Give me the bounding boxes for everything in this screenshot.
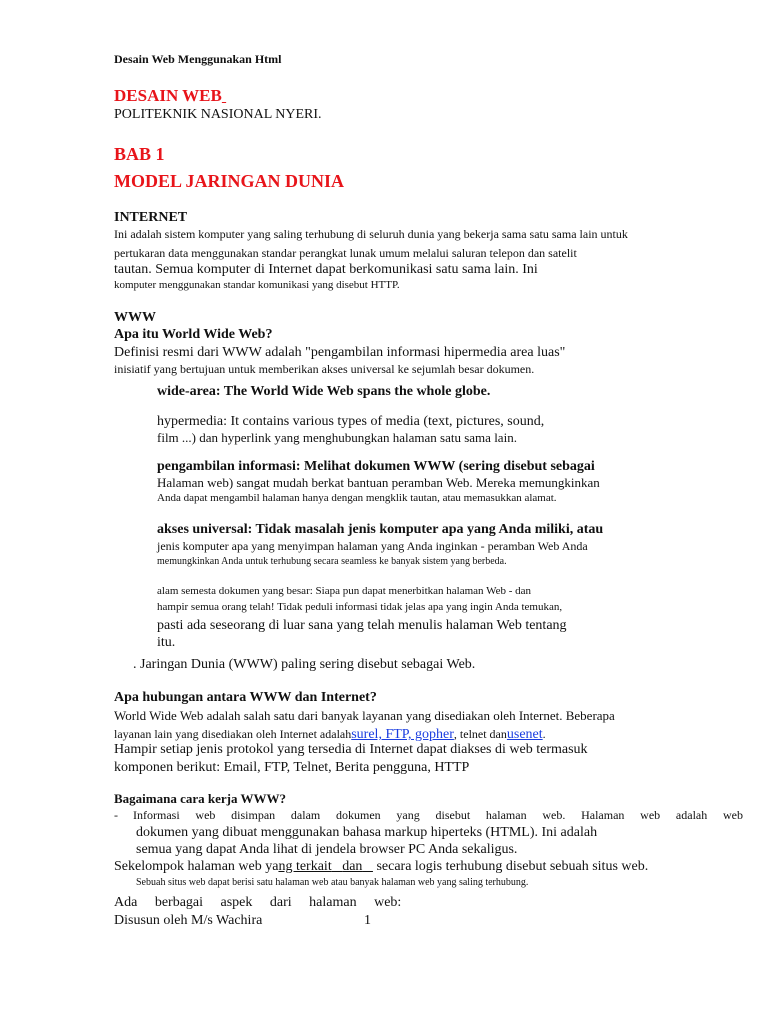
underline-gap	[362, 859, 373, 874]
paragraph-line: memungkinkan Anda untuk terhubung secara seamless ke banyak sistem yang berbeda.	[157, 556, 507, 567]
document-title	[114, 86, 242, 106]
paragraph-line: komputer menggunakan standar komunikasi yang disebut HTTP.	[114, 279, 400, 291]
term-hypermedia: hypermedia: It contains various types of media (text, pictures, sound,	[157, 414, 545, 429]
paragraph-line: pertukaran data menggunakan standar perangkat lunak umum melalui saluran telepon dan satelit	[114, 246, 577, 260]
text-span: Sekelompok halaman web ya	[114, 859, 279, 874]
text-span: Informasi web disimpan dalam dokumen yang disebut halaman web. Halaman web adalah web	[133, 809, 743, 822]
page-number: 1	[364, 913, 371, 928]
link-usenet[interactable]: usenet	[506, 727, 543, 742]
text-span	[114, 859, 648, 875]
paragraph-line: dokumen yang dibuat menggunakan bahasa markup hiperteks (HTML). Ini adalah	[136, 825, 598, 840]
paragraph-line: hampir semua orang telah! Tidak peduli informasi tidak jelas apa yang ingin Anda temukan,	[157, 601, 563, 613]
underlined-text: dan	[342, 859, 363, 874]
term-document-universe: alam semesta dokumen yang besar: Siapa pun dapat menerbitkan halaman Web - dan	[157, 585, 532, 597]
paragraph-line: World Wide Web adalah salah satu dari banyak layanan yang disediakan oleh Internet. Beberapa	[114, 708, 615, 723]
underline-gap	[332, 859, 343, 874]
paragraph-line: tautan. Semua komputer di Internet dapat berkomunikasi satu sama lain. Ini	[114, 262, 538, 277]
bullet-marker: -	[114, 808, 118, 822]
chapter-title: MODEL JARINGAN DUNIA	[114, 171, 345, 191]
underlined-text: ng terkait	[278, 859, 332, 874]
paragraph-line-with-links	[114, 727, 546, 743]
text-span: .	[542, 727, 546, 741]
paragraph-line: Hampir setiap jenis protokol yang tersedia di Internet dapat diakses di web termasuk	[114, 742, 588, 757]
text-span: layanan lain yang disediakan oleh Internet adalah	[114, 727, 352, 741]
link-surel-ftp-gopher[interactable]: surel, FTP, gopher	[351, 727, 454, 742]
chapter-number: BAB 1	[114, 144, 165, 164]
text-span: , telnet dan	[453, 727, 507, 741]
paragraph-line: pasti ada seseorang di luar sana yang telah menulis halaman Web tentang	[157, 618, 567, 633]
running-header: Desain Web Menggunakan Html	[114, 52, 282, 66]
institution-name: POLITEKNIK NASIONAL NYERI.	[114, 107, 322, 122]
paragraph-line: semua yang dapat Anda lihat di jendela browser PC Anda sekaligus.	[136, 842, 518, 857]
term-information-retrieval: pengambilan informasi: Melihat dokumen WWW (sering disebut sebagai	[157, 459, 595, 474]
text-span: secara logis terhubung disebut sebuah situs web.	[372, 859, 649, 874]
paragraph-line: Sebuah situs web dapat berisi satu halaman web atau banyak halaman web yang saling terhubung.	[136, 877, 529, 888]
paragraph-line: . Jaringan Dunia (WWW) paling sering disebut sebagai Web.	[133, 657, 476, 672]
paragraph-line: film ...) dan hyperlink yang menghubungkan halaman satu sama lain.	[157, 430, 517, 445]
document-title-text: DESAIN WEB	[114, 86, 222, 105]
subheading-what-is-www: Apa itu World Wide Web?	[114, 327, 273, 342]
paragraph-line: Halaman web) sangat mudah berkat bantuan peramban Web. Mereka memungkinkan	[157, 475, 600, 490]
section-heading-internet: INTERNET	[114, 210, 188, 225]
paragraph-line: itu.	[157, 635, 176, 650]
subheading-www-internet-relation: Apa hubungan antara WWW dan Internet?	[114, 690, 377, 705]
term-universal-access: akses universal: Tidak masalah jenis komputer apa yang Anda miliki, atau	[157, 522, 604, 537]
footer-author: Disusun oleh M/s Wachira	[114, 913, 263, 928]
paragraph-line: jenis komputer apa yang menyimpan halaman yang Anda inginkan - peramban Web Anda	[157, 539, 588, 553]
paragraph-line: inisiatif yang bertujuan untuk memberikan akses universal ke sejumlah besar dokumen.	[114, 362, 535, 376]
subheading-how-www-works: Bagaimana cara kerja WWW?	[114, 791, 286, 806]
term-wide-area: wide-area: The World Wide Web spans the whole globe.	[157, 384, 491, 399]
section-heading-www: WWW	[114, 310, 156, 325]
bullet-line	[133, 809, 743, 825]
paragraph-line: Definisi resmi dari WWW adalah "pengambilan informasi hipermedia area luas"	[114, 345, 566, 360]
paragraph-line: komponen berikut: Email, FTP, Telnet, Berita pengguna, HTTP	[114, 760, 470, 775]
paragraph-line: Ini adalah sistem komputer yang saling terhubung di seluruh dunia yang bekerja sama satu sama lain untuk	[114, 227, 628, 241]
paragraph-line: Ada berbagai aspek dari halaman web:	[114, 895, 402, 910]
paragraph-line: Anda dapat mengambil halaman hanya dengan mengklik tautan, atau memasukkan alamat.	[157, 492, 557, 504]
site-definition-line	[114, 859, 766, 875]
title-underline	[222, 86, 242, 106]
